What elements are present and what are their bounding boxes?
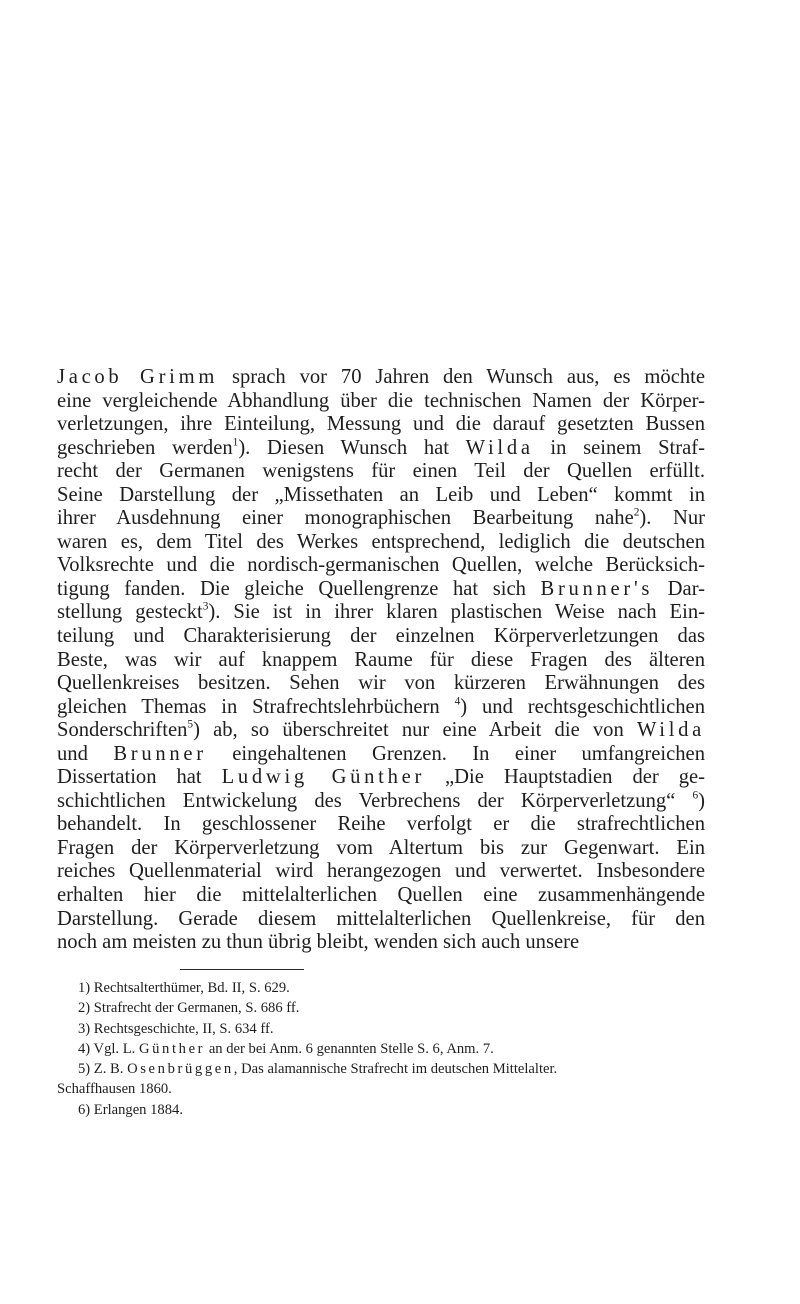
text-line	[57, 672, 705, 696]
text-line	[57, 860, 705, 884]
footnote	[57, 998, 705, 1018]
text-run: eingehaltenen Grenzen. In einer umfangreichen	[206, 742, 705, 765]
body-text	[57, 366, 705, 955]
text-run: noch am meisten zu thun übrig bleibt, wenden sich auch unsere	[57, 931, 580, 954]
spaced-name: Ludwig Günther	[221, 766, 426, 789]
text-run: 1) Rechtsalterthümer, Bd. II, S. 629.	[78, 980, 290, 996]
text-line	[57, 366, 705, 390]
text-run: ). Diesen Wunsch hat	[238, 436, 466, 459]
text-run: sprach vor 70 Jahren den Wunsch aus, es möchte	[218, 366, 705, 388]
text-line	[57, 507, 705, 531]
text-run: Schaffhausen 1860.	[57, 1081, 172, 1098]
text-run: Beste, was wir auf knappem Raume für diese Fragen des älteren	[57, 648, 705, 671]
text-line	[57, 437, 705, 461]
text-run: Sonderschriften	[57, 719, 188, 742]
footnote	[57, 1019, 705, 1039]
text-run: stellung gesteckt	[57, 601, 203, 624]
text-run: gleichen Themas in Strafrechtslehrbüchern	[57, 695, 455, 718]
footnote-marker: 5	[187, 718, 194, 731]
text-run: recht der Germanen wenigstens für einen Teil der Quellen erfüllt.	[57, 460, 705, 483]
text-run: eine vergleichende Abhandlung über die technischen Namen der Körper-	[57, 389, 705, 412]
spaced-name: Wilda	[465, 436, 534, 459]
text-run: Quellenkreises besitzen. Sehen wir von kürzeren Erwähnungen des	[57, 672, 705, 695]
text-run: Dissertation hat	[57, 766, 222, 789]
footnote	[57, 1079, 705, 1099]
text-line	[57, 884, 705, 908]
footnote-marker: 4	[454, 695, 461, 708]
text-run: waren es, dem Titel des Werkes entsprechend, lediglich die deutschen	[57, 530, 705, 553]
text-run: in seinem Straf-	[533, 436, 705, 459]
text-line	[57, 931, 705, 955]
text-run: verletzungen, ihre Einteilung, Messung und die darauf gesetzten Bussen	[57, 413, 705, 436]
text-run: , Das alamannische Strafrecht im deutschen Mittelalter.	[233, 1061, 558, 1078]
text-line	[57, 531, 705, 555]
text-run: Dar-	[653, 577, 705, 600]
text-run: ) ab, so überschreitet nur eine Arbeit die von	[193, 719, 637, 742]
spaced-name: Wilda	[636, 719, 705, 742]
text-line	[57, 413, 705, 437]
footnote-marker: 2	[633, 506, 640, 519]
text-line	[57, 460, 705, 484]
text-run: an der bei Anm. 6 genannten Stelle S. 6, Anm. 7.	[205, 1040, 494, 1057]
footnote	[57, 978, 705, 998]
text-run: Fragen der Körperverletzung vom Altertum bis zur Gegenwart. Ein	[57, 836, 705, 859]
text-run: geschrieben werden	[57, 436, 233, 459]
spaced-name: Jacob Grimm	[57, 366, 219, 388]
text-line	[57, 578, 705, 602]
text-line	[57, 696, 705, 720]
text-run: tigung fanden. Die gleiche Quellengrenze hat sich	[57, 577, 541, 600]
text-run: 6) Erlangen 1884.	[78, 1101, 183, 1118]
text-run: Darstellung. Gerade diesem mittelalterlichen Quellenkreise, für den	[57, 907, 705, 930]
spaced-name: Günther	[138, 1040, 206, 1057]
text-line	[57, 908, 705, 932]
text-run: Volksrechte und die nordisch-germanischen Quellen, welche Berücksich-	[57, 554, 705, 577]
text-run: schichtlichen Entwickelung des Verbrechens der Körperverletzung“	[57, 789, 693, 812]
footnote	[57, 1059, 705, 1079]
text-line	[57, 719, 705, 743]
footnote-marker: 1	[232, 436, 239, 449]
text-run: behandelt. In geschlossener Reihe verfolgt er die strafrechtlichen	[57, 813, 705, 836]
footnote	[57, 1100, 705, 1120]
text-run: ). Sie ist in ihrer klaren plastischen Weise nach Ein-	[208, 601, 705, 624]
text-line	[57, 743, 705, 767]
text-run: 2) Strafrecht der Germanen, S. 686 ff.	[78, 1000, 300, 1017]
text-run: teilung und Charakterisierung der einzelnen Körperverletzungen das	[57, 625, 705, 648]
footnotes	[57, 978, 705, 1120]
footnote-separator	[180, 969, 304, 970]
text-line	[57, 554, 705, 578]
text-line	[57, 790, 705, 814]
spaced-name: Brunner	[113, 742, 207, 765]
text-run: und	[57, 742, 114, 765]
text-run: )	[698, 789, 705, 812]
footnote-marker: 6	[692, 789, 699, 802]
text-line	[57, 390, 705, 414]
text-run: erhalten hier die mittelalterlichen Quellen eine zusammenhängende	[57, 884, 705, 907]
text-run: 3) Rechtsgeschichte, II, S. 634 ff.	[78, 1020, 274, 1037]
footnote-marker: 3	[202, 600, 209, 613]
text-line	[57, 766, 705, 790]
text-line	[57, 625, 705, 649]
text-run: 5) Z. B.	[78, 1061, 128, 1078]
text-line	[57, 484, 705, 508]
text-run: ) und rechtsgeschichtlichen	[460, 695, 705, 718]
spaced-name: Brunner's	[540, 577, 654, 600]
text-line	[57, 649, 705, 673]
text-run: ). Nur	[639, 507, 705, 530]
text-run: 4) Vgl. L.	[78, 1040, 139, 1057]
text-line	[57, 813, 705, 837]
text-run: ihrer Ausdehnung einer monographischen Bearbeitung nahe	[57, 507, 634, 530]
text-run: „Die Hauptstadien der ge-	[425, 766, 705, 789]
text-line	[57, 837, 705, 861]
text-run: reiches Quellenmaterial wird herangezogen und verwertet. Insbesondere	[57, 860, 705, 883]
text-line	[57, 601, 705, 625]
text-run: Seine Darstellung der „Missethaten an Leib und Leben“ kommt in	[57, 483, 705, 506]
footnote	[57, 1039, 705, 1059]
spaced-name: Osenbrüggen	[127, 1061, 234, 1078]
